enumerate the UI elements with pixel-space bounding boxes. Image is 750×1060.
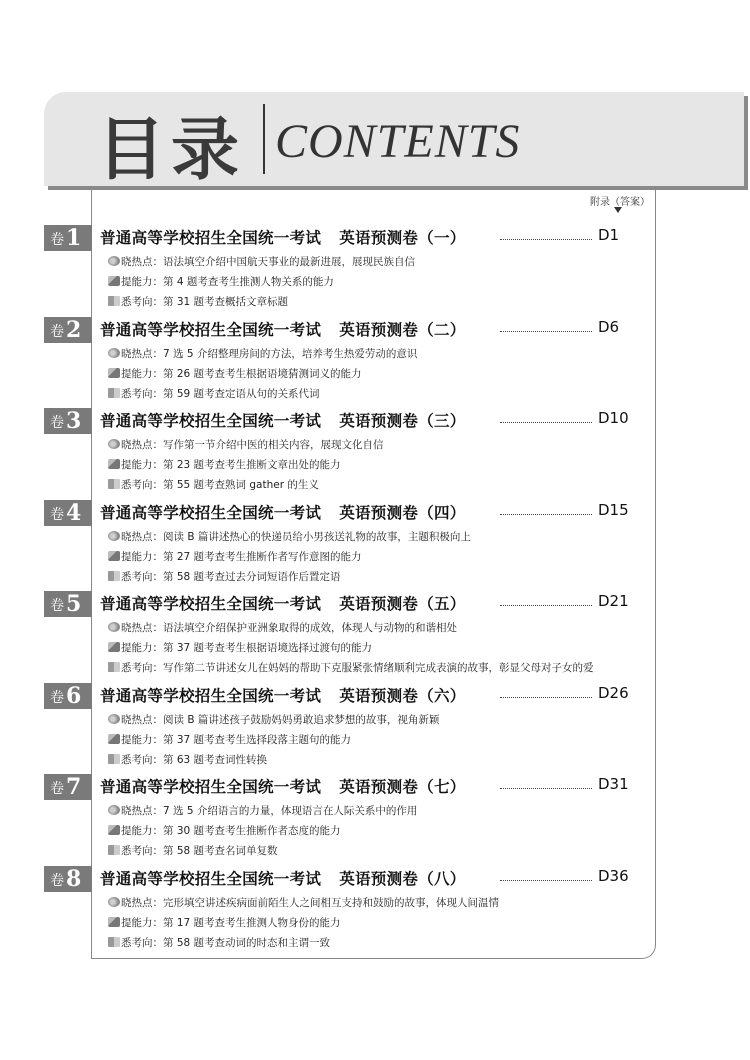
entry-hot-text: 7 选 5 介绍语言的力量，体现语言在人际关系中的作用: [163, 805, 418, 817]
entry-ability-label: 提能力：: [121, 551, 163, 563]
entry-ability-text: 第 23 题考查考生推断文章出处的能力: [163, 459, 341, 471]
entry-ability-line: [108, 366, 362, 381]
page-title-english: CONTENTS: [275, 115, 521, 168]
compass-icon: [108, 662, 120, 672]
flame-icon: [108, 348, 120, 358]
entry-trend-text: 第 31 题考查概括文章标题: [163, 296, 289, 308]
entry-hot-text: 写作第一节介绍中医的相关内容，展现文化自信: [163, 439, 384, 451]
flame-icon: [108, 622, 120, 632]
entry-hot-line: [108, 346, 417, 361]
entry-hot-label: 晓热点：: [121, 897, 163, 909]
page-number[interactable]: D36: [598, 867, 629, 885]
dot-leader: [500, 239, 592, 240]
entry-trend-text: 第 58 题考查过去分词短语作后置定语: [163, 571, 341, 583]
dot-leader: [500, 422, 592, 423]
entry-ability-label: 提能力：: [121, 276, 163, 288]
appendix-label: 附录（答案）: [590, 197, 650, 208]
entry-ability-label: 提能力：: [121, 368, 163, 380]
entry-trend-text: 第 59 题考查定语从句的关系代词: [163, 388, 320, 400]
entry-hot-line: [108, 803, 417, 818]
entry-trend-line: [108, 294, 288, 309]
compass-icon: [108, 754, 120, 764]
entry-trend-line: [108, 935, 330, 950]
entry-ability-line: [108, 274, 334, 289]
contents-entry[interactable]: [0, 866, 750, 956]
compass-icon: [108, 571, 120, 581]
entry-ability-line: [108, 823, 341, 838]
entry-title[interactable]: [100, 775, 466, 797]
entry-trend-text: 第 55 题考查熟词 gather 的生义: [163, 479, 319, 491]
page-number[interactable]: D1: [598, 226, 620, 244]
volume-badge: [44, 866, 92, 892]
volume-badge-number: 7: [66, 774, 82, 800]
entry-trend-line: [108, 386, 320, 401]
skill-icon: [108, 459, 120, 469]
compass-icon: [108, 479, 120, 489]
entry-trend-label: 悉考向：: [121, 662, 163, 674]
entry-hot-label: 晓热点：: [121, 622, 163, 634]
skill-icon: [108, 276, 120, 286]
page-number[interactable]: D26: [598, 684, 629, 702]
page-number[interactable]: D6: [598, 318, 620, 336]
entry-ability-label: 提能力：: [121, 825, 163, 837]
skill-icon: [108, 917, 120, 927]
entry-ability-line: [108, 549, 362, 564]
entry-hot-line: [108, 620, 457, 635]
compass-icon: [108, 296, 120, 306]
entry-trend-label: 悉考向：: [121, 754, 163, 766]
entry-trend-text: 第 63 题考查词性转换: [163, 754, 268, 766]
contents-entry[interactable]: [0, 225, 750, 315]
entry-hot-label: 晓热点：: [121, 714, 163, 726]
entry-ability-label: 提能力：: [121, 734, 163, 746]
entry-ability-label: 提能力：: [121, 917, 163, 929]
entry-trend-label: 悉考向：: [121, 937, 163, 949]
dot-leader: [500, 697, 592, 698]
title-divider: [263, 104, 265, 174]
volume-badge-char: 卷: [50, 598, 64, 614]
entry-title-sub: 英语预测卷（三）: [339, 412, 466, 430]
entry-title[interactable]: [100, 226, 466, 248]
entry-trend-label: 悉考向：: [121, 296, 163, 308]
entry-trend-label: 悉考向：: [121, 388, 163, 400]
skill-icon: [108, 368, 120, 378]
flame-icon: [108, 256, 120, 266]
entry-ability-label: 提能力：: [121, 459, 163, 471]
flame-icon: [108, 805, 120, 815]
entry-ability-text: 第 37 题考查考生选择段落主题句的能力: [163, 734, 352, 746]
entry-hot-line: [108, 895, 499, 910]
volume-badge-char: 卷: [50, 232, 64, 248]
contents-entry[interactable]: [0, 317, 750, 407]
volume-badge: [44, 500, 92, 526]
entry-hot-text: 阅读 B 篇讲述孩子鼓励妈妈勇敢追求梦想的故事，视角新颖: [163, 714, 440, 726]
entry-title-main: 普通高等学校招生全国统一考试: [100, 229, 322, 247]
volume-badge-number: 5: [66, 591, 82, 617]
entry-title[interactable]: [100, 318, 466, 340]
contents-entry[interactable]: [0, 774, 750, 864]
entry-ability-label: 提能力：: [121, 642, 163, 654]
entry-title[interactable]: [100, 867, 466, 889]
entry-title[interactable]: [100, 501, 466, 523]
volume-badge-char: 卷: [50, 324, 64, 340]
page-number[interactable]: D31: [598, 775, 629, 793]
entry-trend-line: [108, 752, 267, 767]
entry-ability-line: [108, 457, 341, 472]
entry-title-main: 普通高等学校招生全国统一考试: [100, 778, 322, 796]
volume-badge-number: 4: [66, 500, 82, 526]
entry-title[interactable]: [100, 592, 466, 614]
entry-title-sub: 英语预测卷（二）: [339, 321, 466, 339]
entry-ability-line: [108, 915, 341, 930]
entry-trend-line: [108, 477, 319, 492]
entry-title-sub: 英语预测卷（七）: [339, 778, 466, 796]
volume-badge-char: 卷: [50, 690, 64, 706]
entry-ability-text: 第 4 题考查考生推测人物关系的能力: [163, 276, 334, 288]
volume-badge-char: 卷: [50, 507, 64, 523]
contents-entry[interactable]: [0, 591, 750, 681]
entry-title-main: 普通高等学校招生全国统一考试: [100, 412, 322, 430]
entry-hot-label: 晓热点：: [121, 805, 163, 817]
entry-title-sub: 英语预测卷（四）: [339, 504, 466, 522]
entry-ability-text: 第 26 题考查考生根据语境猜测词义的能力: [163, 368, 362, 380]
entry-title-main: 普通高等学校招生全国统一考试: [100, 595, 322, 613]
entry-trend-line: [108, 569, 341, 584]
skill-icon: [108, 825, 120, 835]
compass-icon: [108, 937, 120, 947]
entry-trend-label: 悉考向：: [121, 571, 163, 583]
entry-trend-line: [108, 843, 278, 858]
entry-title-main: 普通高等学校招生全国统一考试: [100, 504, 322, 522]
entry-hot-text: 完形填空讲述疾病面前陌生人之间相互支持和鼓励的故事，体现人间温情: [163, 897, 499, 909]
dot-leader: [500, 880, 592, 881]
entry-hot-line: [108, 529, 471, 544]
page-number[interactable]: D15: [598, 501, 629, 519]
volume-badge-number: 6: [66, 683, 82, 709]
entry-hot-text: 7 选 5 介绍整理房间的方法，培养考生热爱劳动的意识: [163, 348, 418, 360]
volume-badge-char: 卷: [50, 873, 64, 889]
compass-icon: [108, 845, 120, 855]
skill-icon: [108, 642, 120, 652]
volume-badge: [44, 591, 92, 617]
entry-ability-text: 第 27 题考查考生推断作者写作意图的能力: [163, 551, 362, 563]
entry-trend-text: 写作第二节讲述女儿在妈妈的帮助下克服紧张情绪顺利完成表演的故事，彰显父母对子女的爱: [163, 662, 594, 674]
dot-leader: [500, 331, 592, 332]
entry-hot-label: 晓热点：: [121, 439, 163, 451]
volume-badge: [44, 683, 92, 709]
entry-hot-line: [108, 712, 439, 727]
entry-title-main: 普通高等学校招生全国统一考试: [100, 321, 322, 339]
page-number[interactable]: D21: [598, 592, 629, 610]
flame-icon: [108, 714, 120, 724]
entry-ability-text: 第 17 题考查考生推测人物身份的能力: [163, 917, 341, 929]
entry-hot-text: 语法填空介绍保护亚洲象取得的成效，体现人与动物的和谐相处: [163, 622, 457, 634]
entry-hot-label: 晓热点：: [121, 531, 163, 543]
page-title-chinese: 目录: [97, 110, 246, 190]
volume-badge: [44, 774, 92, 800]
compass-icon: [108, 388, 120, 398]
page-number[interactable]: D10: [598, 409, 629, 427]
volume-badge: [44, 225, 92, 251]
dot-leader: [500, 605, 592, 606]
entry-hot-label: 晓热点：: [121, 348, 163, 360]
entry-hot-line: [108, 437, 384, 452]
volume-badge-number: 2: [66, 317, 82, 343]
volume-badge: [44, 408, 92, 434]
entry-trend-line: [108, 660, 594, 675]
entry-hot-text: 语法填空介绍中国航天事业的最新进展，展现民族自信: [163, 256, 415, 268]
volume-badge: [44, 317, 92, 343]
entry-title-main: 普通高等学校招生全国统一考试: [100, 687, 322, 705]
volume-badge-number: 3: [66, 408, 82, 434]
entry-ability-text: 第 37 题考查考生根据语境选择过渡句的能力: [163, 642, 373, 654]
arrow-down-icon: [614, 207, 622, 213]
dot-leader: [500, 788, 592, 789]
entry-title[interactable]: [100, 409, 466, 431]
entry-trend-text: 第 58 题考查动词的时态和主谓一致: [163, 937, 331, 949]
entry-ability-line: [108, 732, 351, 747]
entry-ability-line: [108, 640, 372, 655]
entry-ability-text: 第 30 题考查考生推断作者态度的能力: [163, 825, 341, 837]
flame-icon: [108, 897, 120, 907]
entry-title[interactable]: [100, 684, 466, 706]
entry-title-sub: 英语预测卷（八）: [339, 870, 466, 888]
entry-title-main: 普通高等学校招生全国统一考试: [100, 870, 322, 888]
entry-hot-text: 阅读 B 篇讲述热心的快递员给小男孩送礼物的故事，主题积极向上: [163, 531, 471, 543]
entry-hot-line: [108, 254, 415, 269]
entry-trend-label: 悉考向：: [121, 479, 163, 491]
entry-title-sub: 英语预测卷（六）: [339, 687, 466, 705]
volume-badge-number: 1: [66, 225, 82, 251]
skill-icon: [108, 734, 120, 744]
entry-trend-label: 悉考向：: [121, 845, 163, 857]
contents-entry[interactable]: [0, 500, 750, 590]
flame-icon: [108, 531, 120, 541]
entry-title-sub: 英语预测卷（五）: [339, 595, 466, 613]
volume-badge-number: 8: [66, 866, 82, 892]
entry-trend-text: 第 58 题考查名词单复数: [163, 845, 278, 857]
flame-icon: [108, 439, 120, 449]
entry-title-sub: 英语预测卷（一）: [339, 229, 466, 247]
contents-entry[interactable]: [0, 683, 750, 773]
entry-hot-label: 晓热点：: [121, 256, 163, 268]
volume-badge-char: 卷: [50, 781, 64, 797]
volume-badge-char: 卷: [50, 415, 64, 431]
dot-leader: [500, 514, 592, 515]
contents-entry[interactable]: [0, 408, 750, 498]
skill-icon: [108, 551, 120, 561]
